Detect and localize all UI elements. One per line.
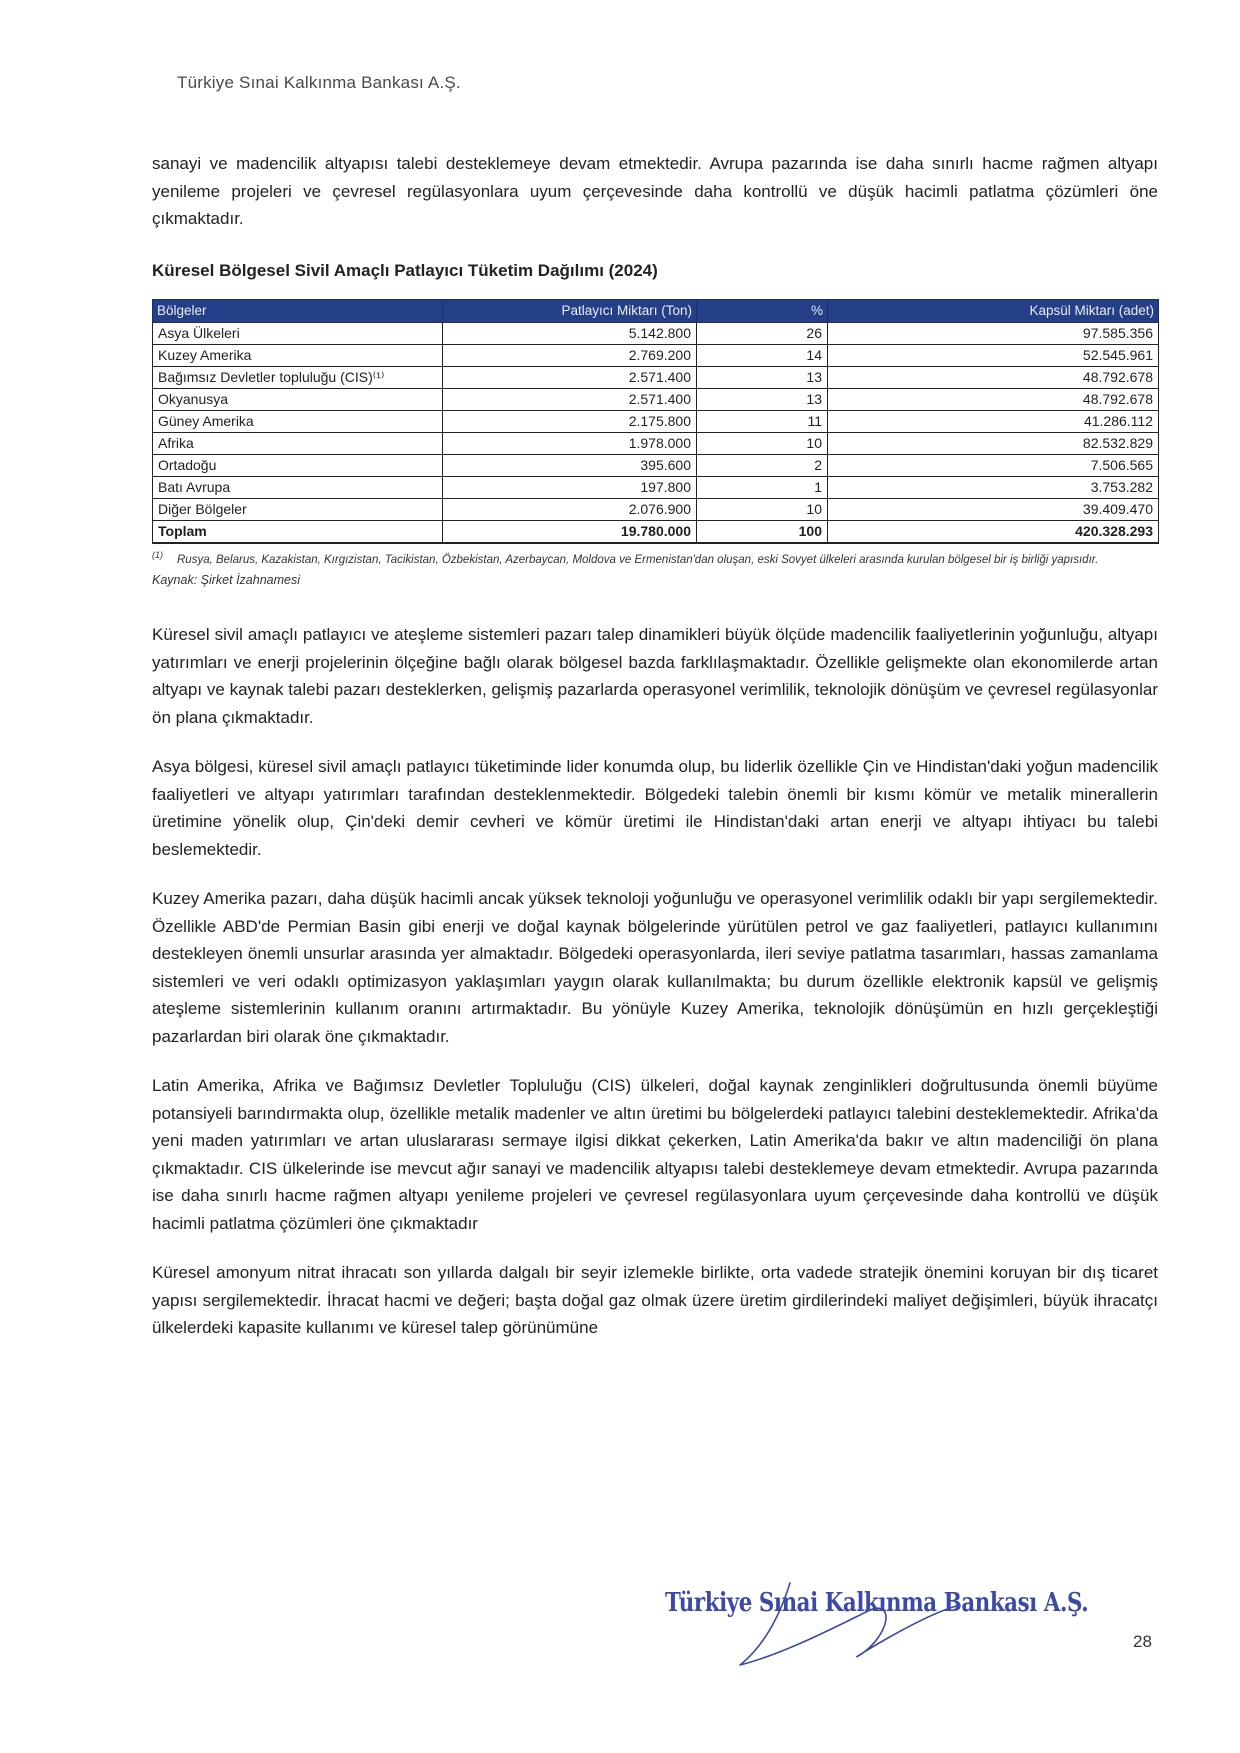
detonator-cell: 3.753.282	[828, 476, 1159, 498]
page-header: Türkiye Sınai Kalkınma Bankası A.Ş.	[177, 73, 461, 92]
region-cell: Afrika	[153, 432, 443, 454]
table-source: Kaynak: Şirket İzahnamesi	[152, 573, 300, 588]
column-header-detonator-count: Kapsül Miktarı (adet)	[828, 299, 1159, 322]
total-detonator-cell: 420.328.293	[828, 520, 1159, 543]
page-content	[152, 150, 1158, 1364]
table-row	[153, 498, 1159, 520]
detonator-cell: 52.545.961	[828, 344, 1159, 366]
region-cell: Asya Ülkeleri	[153, 322, 443, 344]
total-label-cell: Toplam	[153, 520, 443, 543]
table-row	[153, 410, 1159, 432]
detonator-cell: 97.585.356	[828, 322, 1159, 344]
region-cell: Okyanusya	[153, 388, 443, 410]
table-row	[153, 366, 1159, 388]
region-cell: Güney Amerika	[153, 410, 443, 432]
table-footnote	[152, 547, 1158, 568]
table-total-row	[153, 520, 1159, 543]
intro-paragraph: sanayi ve madencilik altyapısı talebi desteklemeye devam etmektedir. Avrupa pazarında ise daha sınırlı hacme rağmen altyapı yenileme projeleri ve çevresel regülasyonlara uyum çerçevesinde daha kontrollü ve düşük hacimli patlatma çözümleri öne çıkmaktadır.	[152, 154, 1158, 228]
percent-cell: 1	[697, 476, 828, 498]
detonator-cell: 41.286.112	[828, 410, 1159, 432]
signature-mark	[720, 1575, 980, 1670]
table-header-row	[153, 299, 1159, 322]
percent-cell: 10	[697, 432, 828, 454]
table-row	[153, 476, 1159, 498]
column-header-region: Bölgeler	[153, 299, 443, 322]
region-cell: Kuzey Amerika	[153, 344, 443, 366]
tons-cell: 197.800	[443, 476, 697, 498]
table-row	[153, 432, 1159, 454]
bank-stamp: Türkiye Sınai Kalkınma Bankası A.Ş.	[665, 1588, 1089, 1618]
region-cell: Ortadoğu	[153, 454, 443, 476]
body-paragraph: Kuzey Amerika pazarı, daha düşük hacimli ancak yüksek teknoloji yoğunluğu ve operasyonel verimlilik odaklı bir yapı sergilemektedir. Özellikle ABD'de Permian Basin gibi enerji ve doğal kaynak bölgelerinde yürütülen petrol ve gaz faaliyetleri, patlayıcı kullanımını destekleyen önemli unsurlar arasında yer almaktadır. Bölgedeki operasyonlarda, ileri seviye patlatma tasarımları, hassas zamanlama sistemleri ve veri odaklı optimizasyon yaklaşımları yaygın olarak kullanılmakta; bu durum özellikle elektronik kapsül ve gelişmiş ateşleme sistemlerinin kullanım oranını artırmaktadır. Bu yönüyle Kuzey Amerika, teknolojik dönüşümün en hızlı gerçekleştiği pazarlardan biri olarak öne çıkmaktadır.	[152, 889, 1158, 1046]
percent-cell: 26	[697, 322, 828, 344]
footnote-text: Rusya, Belarus, Kazakistan, Kırgızistan, Tacikistan, Özbekistan, Azerbaycan, Moldova ve Ermenistan'dan oluşan, eski Sovyet ülkeleri arasında kurulan bölgesel bir iş birliği yapısıdır.	[177, 553, 1099, 566]
table-row	[153, 322, 1159, 344]
tons-cell: 2.076.900	[443, 498, 697, 520]
tons-cell: 1.978.000	[443, 432, 697, 454]
consumption-table	[152, 299, 1159, 544]
tons-cell: 395.600	[443, 454, 697, 476]
region-cell: Bağımsız Devletler topluluğu (CIS)⁽¹⁾	[153, 366, 443, 388]
detonator-cell: 48.792.678	[828, 366, 1159, 388]
body-paragraph: Latin Amerika, Afrika ve Bağımsız Devletler Topluluğu (CIS) ülkeleri, doğal kaynak zenginlikleri doğrultusunda önemli büyüme potansiyeli barındırmakta olup, özellikle metalik madenler ve altın üretimi bu bölgelerdeki patlayıcı talebini desteklemektedir. Afrika'da yeni maden yatırımları ve artan uluslararası sermaye ilgisi dikkat çekerken, Latin Amerika'da bakır ve altın madenciliği ön plana çıkmaktadır. CIS ülkelerinde ise mevcut ağır sanayi ve madencilik altyapısı talebi desteklemeye devam etmektedir. Avrupa pazarında ise daha sınırlı hacme rağmen altyapı yenileme projeleri ve çevresel regülasyonlara uyum çerçevesinde daha kontrollü ve düşük hacimli patlatma çözümleri öne çıkmaktadır	[152, 1076, 1158, 1233]
page-number: 28	[1133, 1632, 1152, 1651]
detonator-cell: 48.792.678	[828, 388, 1159, 410]
tons-cell: 2.769.200	[443, 344, 697, 366]
detonator-cell: 82.532.829	[828, 432, 1159, 454]
percent-cell: 11	[697, 410, 828, 432]
table-row	[153, 454, 1159, 476]
detonator-cell: 7.506.565	[828, 454, 1159, 476]
region-cell: Batı Avrupa	[153, 476, 443, 498]
percent-cell: 13	[697, 366, 828, 388]
tons-cell: 5.142.800	[443, 322, 697, 344]
body-paragraph: Küresel sivil amaçlı patlayıcı ve ateşleme sistemleri pazarı talep dinamikleri büyük ölçüde madencilik faaliyetlerinin yoğunluğu, altyapı yatırımları ve enerji projelerinin ölçeğine bağlı olarak bölgesel bazda farklılaşmaktadır. Özellikle gelişmekte olan ekonomilerde artan altyapı ve kaynak talebi pazarı desteklerken, gelişmiş pazarlarda operasyonel verimlilik, teknolojik dönüşüm ve çevresel regülasyonlar ön plana çıkmaktadır.	[152, 625, 1158, 727]
tons-cell: 2.175.800	[443, 410, 697, 432]
footnote-marker: (1)	[152, 549, 163, 560]
column-header-explosive-tons: Patlayıcı Miktarı (Ton)	[443, 299, 697, 322]
region-cell: Diğer Bölgeler	[153, 498, 443, 520]
column-header-percent: %	[697, 299, 828, 322]
tons-cell: 2.571.400	[443, 366, 697, 388]
percent-cell: 2	[697, 454, 828, 476]
total-percent-cell: 100	[697, 520, 828, 543]
body-paragraph: Küresel amonyum nitrat ihracatı son yıllarda dalgalı bir seyir izlemekle birlikte, orta vadede stratejik önemini koruyan bir dış ticaret yapısı sergilemektedir. İhracat hacmi ve değeri; başta doğal gaz olmak üzere üretim girdilerindeki maliyet değişimleri, büyük ihracatçı ülkelerdeki kapasite kullanımı ve küresel talep görünümüne	[152, 1263, 1158, 1338]
tons-cell: 2.571.400	[443, 388, 697, 410]
body-paragraph: Asya bölgesi, küresel sivil amaçlı patlayıcı tüketiminde lider konumda olup, bu liderlik özellikle Çin ve Hindistan'daki yoğun madencilik faaliyetleri ve altyapı yatırımları tarafından desteklenmektedir. Bölgedeki talebin önemli bir kısmı kömür ve metalik minerallerin üretimine yönelik olup, Çin'deki demir cevheri ve kömür üretimi ile Hindistan'daki artan enerji ve altyapı ihtiyacı bu talebi beslemektedir.	[152, 757, 1158, 859]
detonator-cell: 39.409.470	[828, 498, 1159, 520]
table-row	[153, 388, 1159, 410]
table-row	[153, 344, 1159, 366]
table-title: Küresel Bölgesel Sivil Amaçlı Patlayıcı Tüketim Dağılımı (2024)	[152, 260, 658, 280]
percent-cell: 13	[697, 388, 828, 410]
percent-cell: 10	[697, 498, 828, 520]
percent-cell: 14	[697, 344, 828, 366]
total-tons-cell: 19.780.000	[443, 520, 697, 543]
